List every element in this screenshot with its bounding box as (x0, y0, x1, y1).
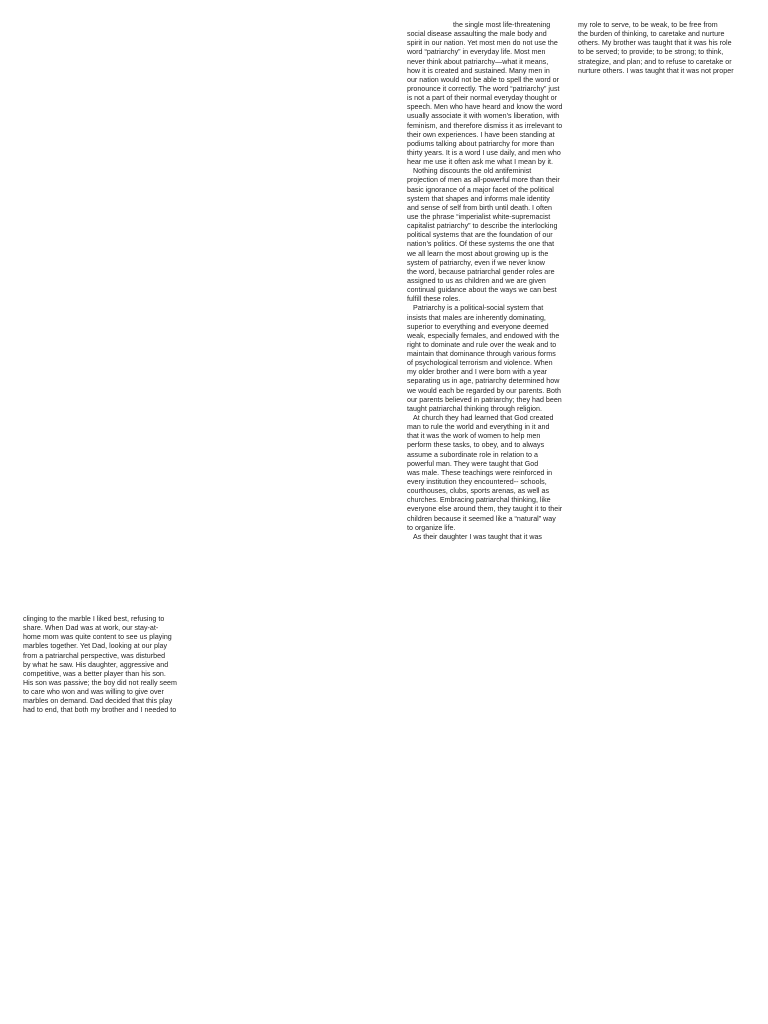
text-line: had to end, that both my brother and I needed to (23, 706, 177, 715)
text-column-middle (407, 21, 577, 542)
text-line: thirty years. It is a word I use daily, and men who (407, 148, 561, 157)
text-line: by what he saw. His daughter, aggressive and (23, 660, 169, 669)
text-line: from a patriarchal perspective, was disturbed (23, 651, 166, 660)
text-line: the word, because patriarchal gender roles are (407, 267, 555, 276)
text-line: assume a subordinate role in relation to a (407, 450, 538, 459)
text-line: assigned to us as children and we are given (407, 276, 546, 285)
text-line: churches. Embracing patriarchal thinking, like (407, 496, 551, 505)
text-line: marbles on demand. Dad decided that this play (23, 697, 173, 706)
text-line: marbles together. Yet Dad, looking at our play (23, 642, 168, 651)
text-line: word “patriarchy” in everyday life. Most men (407, 48, 546, 57)
text-line: our nation would not be able to spell the word or (407, 75, 560, 84)
text-line: share. When Dad was at work, our stay-at- (23, 624, 159, 633)
text-line: home mom was quite content to see us playing (23, 633, 172, 642)
text-line: projection of men as all-powerful more than their (407, 176, 560, 185)
text-line: taught patriarchal thinking through religion. (407, 404, 542, 413)
text-line: that it was the work of women to help men (407, 432, 541, 441)
text-line: of psychological terrorism and violence. When (407, 359, 553, 368)
text-line: the single most life-threatening (453, 21, 551, 29)
text-line: is not a part of their normal everyday thought or (407, 94, 558, 103)
text-line: and sense of self from birth until death. I often (407, 203, 552, 212)
text-line: man to rule the world and everything in it and (407, 423, 550, 432)
text-line: to care who won and was willing to give over (23, 688, 164, 697)
text-line: was male. These teachings were reinforced in (407, 468, 553, 477)
text-line: we all learn the most about growing up is the (407, 249, 549, 258)
text-line: speech. Men who have heard and know the word (407, 103, 563, 112)
text-line: weak, especially females, and endowed with the (407, 331, 560, 340)
text-line: how it is created and sustained. Many men in (407, 66, 550, 75)
text-line: strategize, and plan; and to refuse to caretake or (578, 57, 732, 66)
text-line: others. My brother was taught that it was his role (578, 39, 732, 48)
text-line: continual guidance about the ways we can best (407, 286, 557, 295)
text-line: maintain that dominance through various forms (407, 350, 556, 359)
text-line: every institution they encountered-- schools, (407, 478, 547, 487)
text-line: perform these tasks, to obey, and to always (407, 441, 545, 450)
text-column-left (23, 615, 193, 716)
text-line: separating us in age, patriarchy determined how (407, 377, 560, 386)
text-line: capitalist patriarchy” to describe the interlocking (407, 222, 558, 231)
text-line: to be served; to provide; to be strong; to think, (578, 48, 724, 57)
text-line: powerful man. They were taught that God (407, 459, 539, 468)
text-line: courthouses, clubs, sports arenas, as well as (407, 487, 550, 496)
text-line: As their daughter I was taught that it was (413, 532, 542, 541)
text-line: the burden of thinking, to caretake and nurture (578, 30, 725, 39)
text-line: podiums talking about patriarchy for more than (407, 139, 555, 148)
text-line: social disease assaulting the male body and (407, 30, 547, 39)
text-line: pronounce it correctly. The word “patriarchy” just (407, 84, 560, 93)
text-line: nurture others. I was taught that it was not proper (578, 66, 734, 75)
text-line: our parents believed in patriarchy; they had been (407, 395, 562, 404)
text-line: we would each be regarded by our parents. Both (407, 386, 561, 395)
text-line: right to dominate and rule over the weak and to (407, 340, 557, 349)
text-line: children because it seemed like a “natural” way (407, 514, 556, 523)
text-line: superior to everything and everyone deemed (407, 322, 549, 331)
text-line: system of patriarchy, even if we never know (407, 258, 545, 267)
text-line: hear me use it often ask me what I mean by it. (407, 158, 554, 167)
text-line: At church they had learned that God created (413, 414, 554, 423)
text-line: Patriarchy is a political-social system that (413, 304, 544, 313)
text-line: system that shapes and informs male identity (407, 194, 550, 203)
text-column-right (578, 21, 758, 76)
text-line: nation’s politics. Of these systems the one that (407, 240, 555, 249)
text-line: to organize life. (407, 523, 456, 532)
text-line: their own experiences. I have been standing at (407, 130, 555, 139)
text-line: use the phrase “imperialist white-supremacist (407, 212, 551, 221)
text-line: insists that males are inherently dominating, (407, 313, 546, 322)
text-line: feminism, and therefore dismiss it as irrelevant to (407, 121, 563, 130)
text-line: never think about patriarchy—what it means, (407, 57, 549, 66)
text-line: clinging to the marble I liked best, refusing to (23, 615, 165, 623)
text-line: basic ignorance of a major facet of the political (407, 185, 554, 194)
text-line: His son was passive; the boy did not really seem (23, 678, 177, 687)
text-line: political systems that are the foundation of our (407, 231, 553, 240)
text-line: my role to serve, to be weak, to be free from (578, 21, 718, 29)
text-line: spirit in our nation. Yet most men do not use the (407, 39, 558, 48)
text-line: competitive, was a better player than his son. (23, 669, 166, 678)
text-line: everyone else around them, they taught it to their (407, 505, 563, 514)
text-line: my older brother and I were born with a year (407, 368, 548, 377)
text-line: fulfill these roles. (407, 295, 461, 304)
text-line: usually associate it with women’s liberation, with (407, 112, 560, 121)
text-line: Nothing discounts the old antifeminist (413, 167, 532, 176)
